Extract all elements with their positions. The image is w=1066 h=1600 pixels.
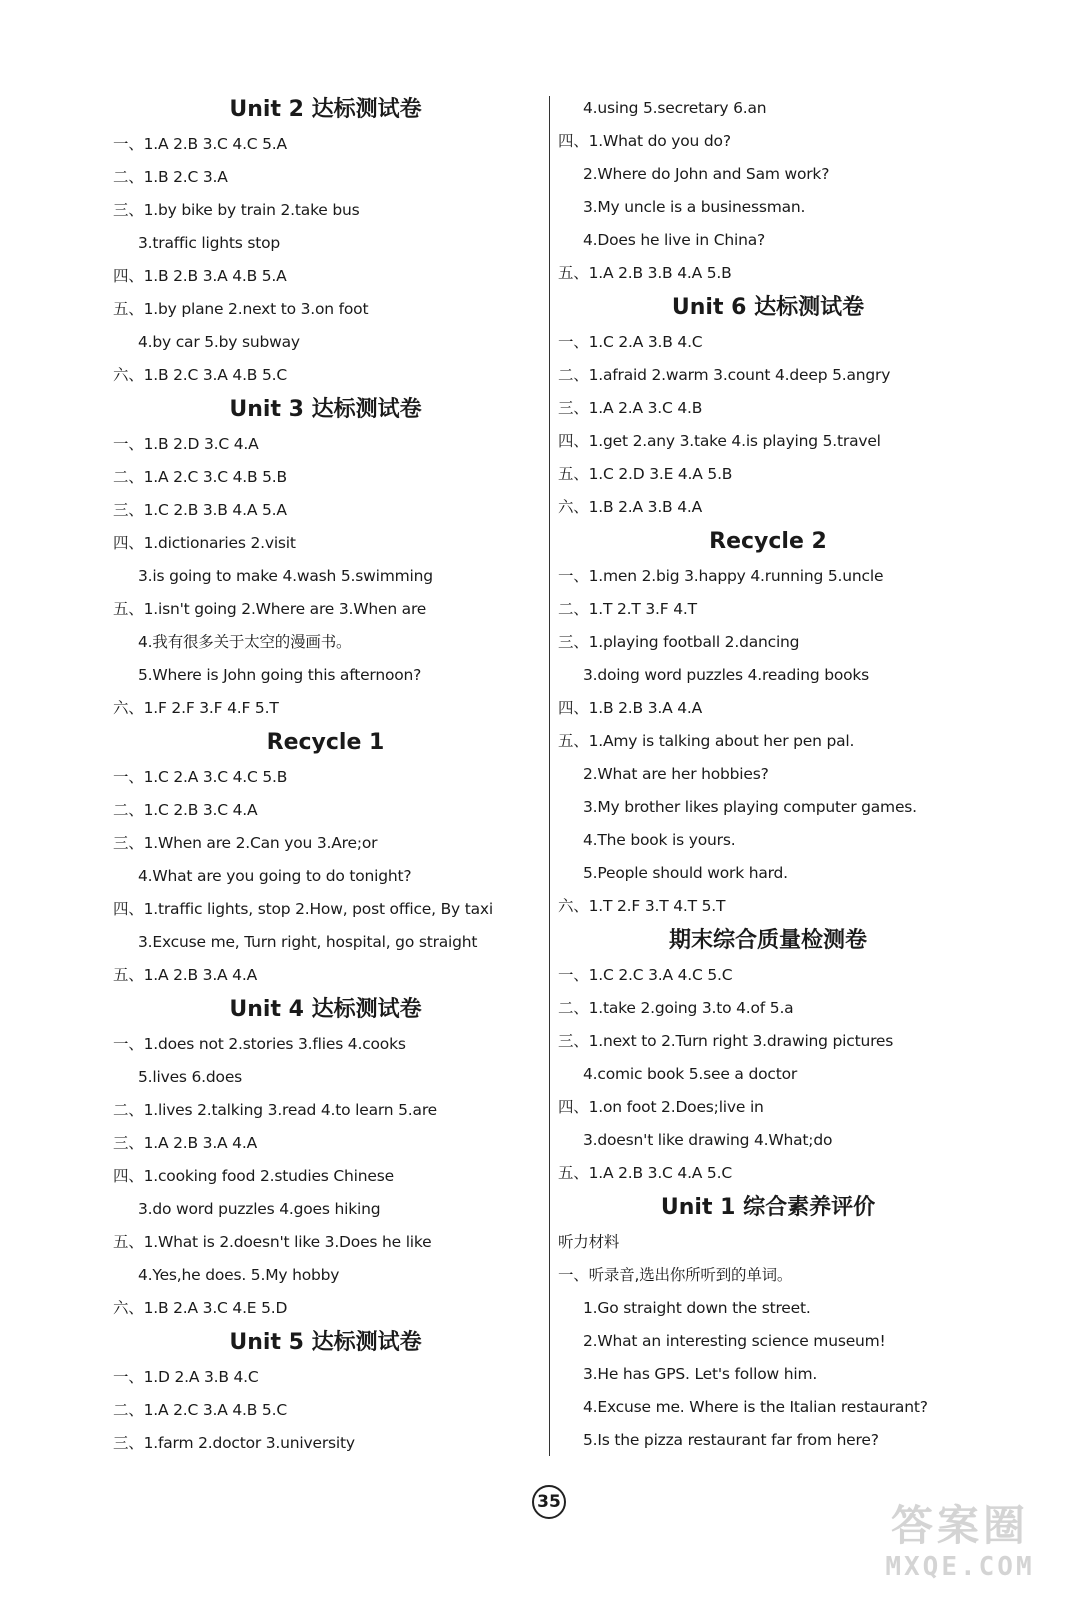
section-heading: Unit 5 达标测试卷 bbox=[229, 1330, 422, 1355]
answer-line: 二、1.A 2.C 3.A 4.B 5.C bbox=[113, 1401, 287, 1419]
answer-line: 三、1.next to 2.Turn right 3.drawing pictures bbox=[558, 1032, 894, 1050]
watermark-logo bbox=[870, 1500, 1050, 1590]
answer-line: 五、1.A 2.B 3.A 4.A bbox=[113, 966, 257, 984]
answer-line: 4.What are you going to do tonight? bbox=[138, 867, 412, 885]
answer-line: 五、1.by plane 2.next to 3.on foot bbox=[113, 300, 369, 318]
answer-line: 4.Does he live in China? bbox=[583, 231, 766, 249]
answer-line: 一、1.C 2.A 3.B 4.C bbox=[558, 333, 703, 351]
answer-line: 4.using 5.secretary 6.an bbox=[583, 99, 767, 117]
answer-line: 四、1.B 2.B 3.A 4.B 5.A bbox=[113, 267, 287, 285]
answer-line: 二、1.lives 2.talking 3.read 4.to learn 5.are bbox=[113, 1101, 437, 1119]
answer-line: 3.My uncle is a businessman. bbox=[583, 198, 806, 216]
section-heading: Unit 2 达标测试卷 bbox=[229, 97, 422, 122]
answer-line: 一、1.C 2.A 3.C 4.C 5.B bbox=[113, 768, 288, 786]
answer-line: 五、1.isn't going 2.Where are 3.When are bbox=[113, 600, 427, 618]
answer-line: 五、1.A 2.B 3.C 4.A 5.C bbox=[558, 1164, 732, 1182]
answer-line: 二、1.take 2.going 3.to 4.of 5.a bbox=[558, 999, 794, 1017]
answer-line: 3.He has GPS. Let's follow him. bbox=[583, 1365, 818, 1383]
answer-line: 一、1.men 2.big 3.happy 4.running 5.uncle bbox=[558, 567, 884, 585]
answer-line: 听力材料 bbox=[558, 1233, 620, 1251]
right-column bbox=[558, 92, 978, 1457]
left-column bbox=[113, 92, 538, 1460]
answer-line: 三、1.A 2.A 3.C 4.B bbox=[558, 399, 703, 417]
answer-line: 3.do word puzzles 4.goes hiking bbox=[138, 1200, 381, 1218]
answer-line: 四、1.dictionaries 2.visit bbox=[113, 534, 296, 552]
answer-line: 5.lives 6.does bbox=[138, 1068, 243, 1086]
answer-line: 3.is going to make 4.wash 5.swimming bbox=[138, 567, 433, 585]
answer-line: 2.Where do John and Sam work? bbox=[583, 165, 830, 183]
answer-line: 4.by car 5.by subway bbox=[138, 333, 300, 351]
answer-line: 3.Excuse me, Turn right, hospital, go straight bbox=[138, 933, 478, 951]
answer-line: 五、1.Amy is talking about her pen pal. bbox=[558, 732, 855, 750]
answer-line: 四、1.traffic lights, stop 2.How, post office, By taxi bbox=[113, 900, 493, 918]
answer-line: 三、1.by bike by train 2.take bus bbox=[113, 201, 360, 219]
section-heading: Unit 1 综合素养评价 bbox=[660, 1195, 876, 1220]
answer-line: 3.My brother likes playing computer games. bbox=[583, 798, 917, 816]
answer-line: 5.Where is John going this afternoon? bbox=[138, 666, 422, 684]
answer-line: 2.What are her hobbies? bbox=[583, 765, 769, 783]
answer-line: 一、1.B 2.D 3.C 4.A bbox=[113, 435, 259, 453]
answer-line: 四、1.on foot 2.Does;live in bbox=[558, 1098, 764, 1116]
answer-line: 二、1.T 2.T 3.F 4.T bbox=[558, 600, 697, 618]
answer-line: 一、听录音,选出你所听到的单词。 bbox=[558, 1266, 793, 1284]
answer-line: 2.What an interesting science museum! bbox=[583, 1332, 886, 1350]
answer-line: 四、1.B 2.B 3.A 4.A bbox=[558, 699, 703, 717]
watermark-top-text: 答案圈 bbox=[890, 1501, 1029, 1550]
answer-line: 4.Excuse me. Where is the Italian restaurant? bbox=[583, 1398, 928, 1416]
section-heading: 期末综合质量检测卷 bbox=[668, 928, 867, 953]
section-heading: Unit 4 达标测试卷 bbox=[229, 997, 422, 1022]
answer-line: 三、1.A 2.B 3.A 4.A bbox=[113, 1134, 257, 1152]
answer-line: 4.The book is yours. bbox=[583, 831, 736, 849]
answer-line: 六、1.B 2.A 3.C 4.E 5.D bbox=[113, 1299, 288, 1317]
column-divider bbox=[549, 96, 550, 1456]
answer-line: 三、1.playing football 2.dancing bbox=[558, 633, 800, 651]
answer-line: 四、1.get 2.any 3.take 4.is playing 5.travel bbox=[558, 432, 881, 450]
answer-line: 二、1.A 2.C 3.C 4.B 5.B bbox=[113, 468, 287, 486]
answer-line: 六、1.T 2.F 3.T 4.T 5.T bbox=[558, 897, 726, 915]
answer-line: 五、1.A 2.B 3.B 4.A 5.B bbox=[558, 264, 732, 282]
answer-line: 3.doesn't like drawing 4.What;do bbox=[583, 1131, 833, 1149]
section-heading: Recycle 1 bbox=[266, 730, 385, 755]
answer-line: 三、1.When are 2.Can you 3.Are;or bbox=[113, 834, 378, 852]
answer-line: 4.comic book 5.see a doctor bbox=[583, 1065, 798, 1083]
answer-line: 一、1.does not 2.stories 3.flies 4.cooks bbox=[113, 1035, 406, 1053]
watermark-bottom-text: MXQE.COM bbox=[885, 1552, 1035, 1582]
answer-line: 六、1.F 2.F 3.F 4.F 5.T bbox=[113, 699, 279, 717]
answer-line: 四、1.What do you do? bbox=[558, 132, 731, 150]
answer-line: 二、1.B 2.C 3.A bbox=[113, 168, 228, 186]
answer-line: 二、1.afraid 2.warm 3.count 4.deep 5.angry bbox=[558, 366, 891, 384]
answer-line: 六、1.B 2.C 3.A 4.B 5.C bbox=[113, 366, 287, 384]
answer-line: 4.Yes,he does. 5.My hobby bbox=[138, 1266, 340, 1284]
answer-line: 六、1.B 2.A 3.B 4.A bbox=[558, 498, 703, 516]
answer-line: 二、1.C 2.B 3.C 4.A bbox=[113, 801, 258, 819]
answer-line: 1.Go straight down the street. bbox=[583, 1299, 811, 1317]
section-heading: Recycle 2 bbox=[709, 529, 827, 554]
answer-line: 四、1.cooking food 2.studies Chinese bbox=[113, 1167, 394, 1185]
section-heading: Unit 3 达标测试卷 bbox=[229, 397, 422, 422]
answer-line: 一、1.C 2.C 3.A 4.C 5.C bbox=[558, 966, 733, 984]
answer-line: 3.doing word puzzles 4.reading books bbox=[583, 666, 870, 684]
answer-line: 三、1.farm 2.doctor 3.university bbox=[113, 1434, 355, 1452]
answer-line: 五、1.C 2.D 3.E 4.A 5.B bbox=[558, 465, 733, 483]
section-heading: Unit 6 达标测试卷 bbox=[671, 295, 865, 320]
answer-line: 4.我有很多关于太空的漫画书。 bbox=[138, 633, 352, 651]
answer-line: 一、1.A 2.B 3.C 4.C 5.A bbox=[113, 135, 287, 153]
answer-line: 一、1.D 2.A 3.B 4.C bbox=[113, 1368, 259, 1386]
answer-line: 5.People should work hard. bbox=[583, 864, 788, 882]
answer-line: 三、1.C 2.B 3.B 4.A 5.A bbox=[113, 501, 287, 519]
answer-line: 5.Is the pizza restaurant far from here? bbox=[583, 1431, 879, 1449]
page-number: 35 bbox=[532, 1485, 566, 1519]
answer-line: 3.traffic lights stop bbox=[138, 234, 281, 252]
answer-line: 五、1.What is 2.doesn't like 3.Does he like bbox=[113, 1233, 432, 1251]
